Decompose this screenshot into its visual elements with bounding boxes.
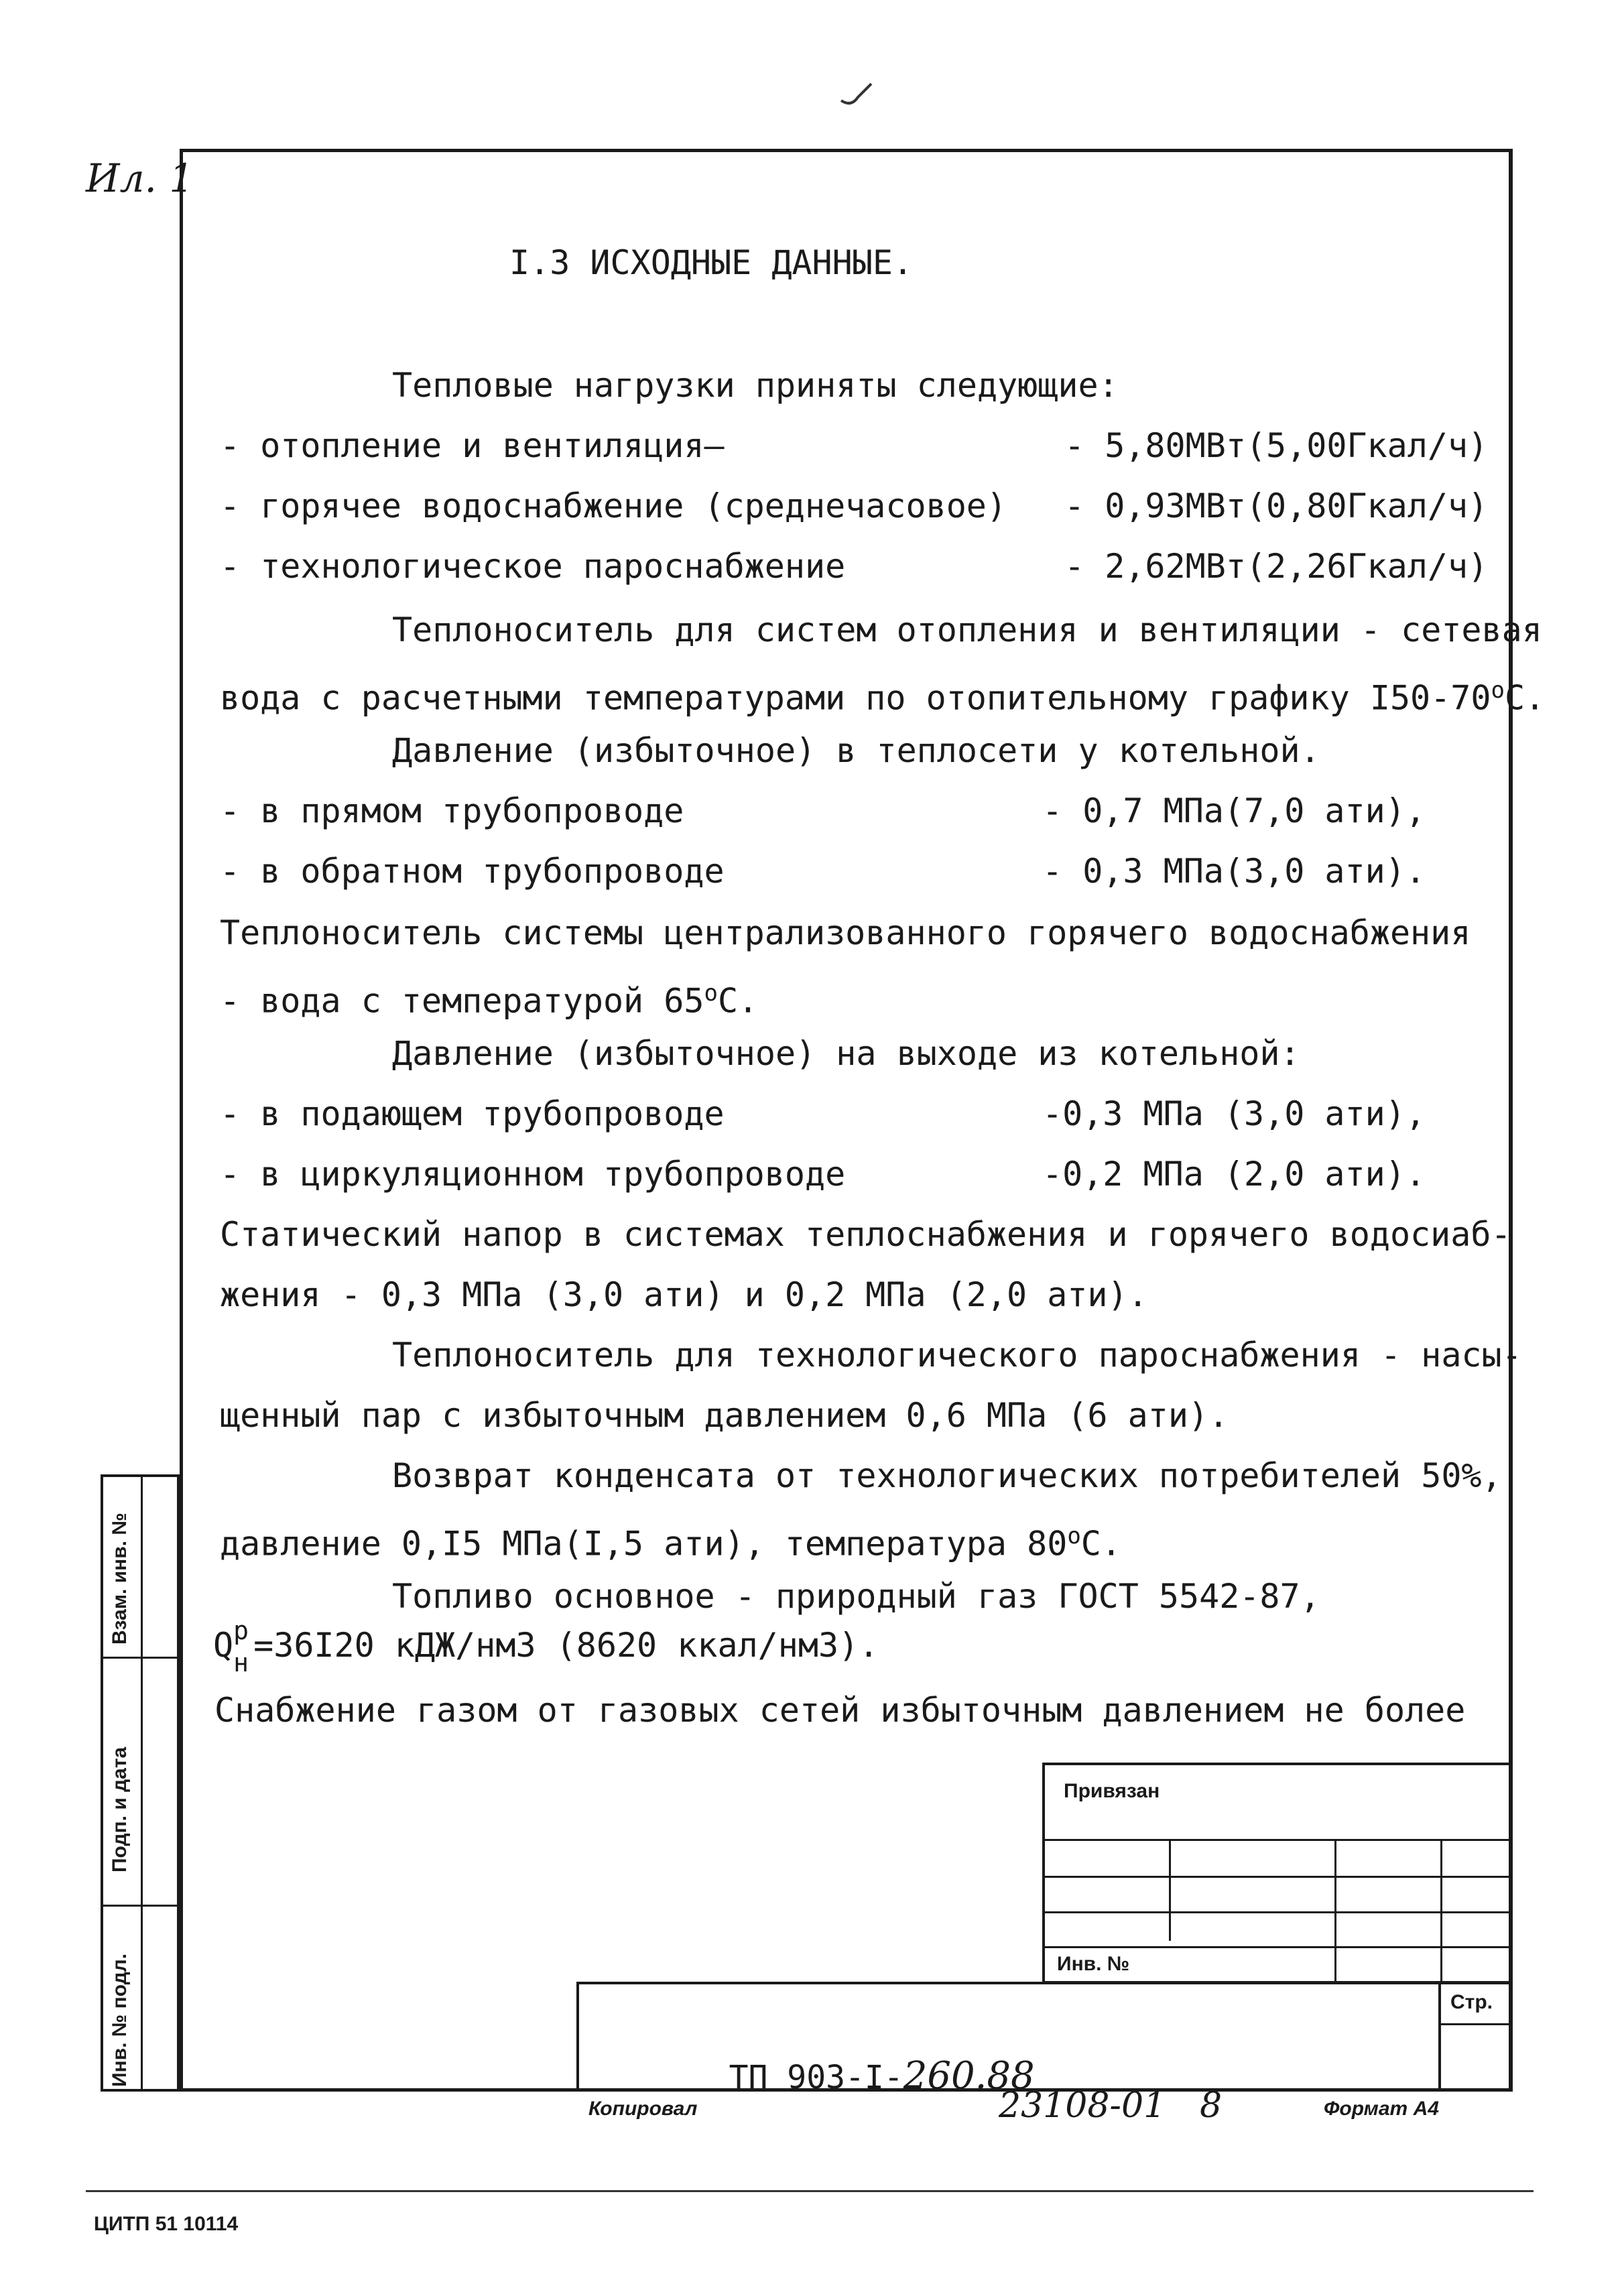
handwritten-sheet-number: 23108-01 [999,2086,1166,2126]
page-label: Стр. [1450,1991,1493,2013]
degree-sign: о [1067,1523,1081,1549]
load-label-steam: - технологическое пароснабжение [220,547,846,586]
load-value-hot-water: - 0,93МВт(0,80Гкал/ч) [1064,487,1489,525]
document-code-printed: ТП 903-I- [729,2059,903,2096]
pressure-value-supply: - 0,7 МПа(7,0 ати), [1042,791,1426,830]
load-value-heating: - 5,80МВт(5,00Гкал/ч) [1064,426,1489,465]
inventory-number-label: Инв. № [1057,1953,1130,1975]
condensate-line-2 [220,1516,1121,1564]
gas-supply-line: Снабжение газом от газовых сетей избыточным давлением не более [214,1691,1466,1730]
top-tick-mark [838,80,878,107]
binding-stamp-block [1042,1763,1513,1984]
fuel-line-2 [213,1616,879,1677]
heat-carrier-line-2-text: вода с расчетными температурами по отопительному графику I50-70 [220,678,1491,718]
document-code [651,2017,1035,2135]
hws-line-2 [220,973,758,1021]
load-label-heating: - отопление и вентиляция— [220,426,725,465]
outlet-value-circulation: -0,2 МПа (2,0 ати). [1042,1155,1426,1194]
document-code-handwritten: 260.88 [903,2054,1035,2098]
static-head-line-1: Статический напор в системах теплоснабжения и горячего водосиаб- [220,1215,1511,1254]
title-block [576,1982,1513,2098]
side-info-column [101,1474,180,2092]
heat-carrier-line-1: Теплоноситель для систем отопления и вентиляции - сетевая [392,611,1542,649]
load-value-steam: - 2,62МВт(2,26Гкал/ч) [1064,547,1489,586]
outlet-label-supply: - в подающем трубопроводе [220,1094,725,1133]
load-label-hot-water: - горячее водоснабжение (среднечасовое) [220,487,1007,525]
heat-value-symbol: Q [213,1626,234,1665]
copied-by-label: Копировал [588,2098,698,2120]
degree-sign: о [704,980,718,1007]
outlet-label-circulation: - в циркуляционном трубопроводе [220,1155,846,1194]
condensate-line-1: Возврат конденсата от технологических потребителей 50%, [392,1456,1502,1495]
fuel-line-1: Топливо основное - природный газ ГОСТ 5542-87, [392,1577,1320,1616]
handwritten-page-number: 8 [1200,2086,1223,2126]
heat-carrier-line-2 [220,670,1545,718]
outlet-pressure-heading: Давление (избыточное) на выходе из котельной: [392,1034,1300,1073]
section-heading: I.3 ИСХОДНЫЕ ДАННЫЕ. [509,243,914,282]
heat-carrier-line-2-end: С. [1504,678,1546,718]
steam-line-2: щенный пар с избыточным давлением 0,6 МПа (6 ати). [220,1396,1229,1435]
loads-intro: Тепловые нагрузки приняты следующие: [392,366,1119,405]
steam-line-1: Теплоноситель для технологического пароснабжения - насы- [392,1336,1522,1375]
print-code: ЦИТП 51 10114 [94,2213,239,2235]
condensate-line-2-end: С. [1080,1524,1122,1564]
heat-value-text: =36I20 кДЖ/нм3 (8620 ккал/нм3). [253,1626,879,1665]
network-pressure-heading: Давление (избыточное) в теплосети у котельной. [392,731,1320,770]
hws-line-2-text: - вода с температурой 65 [220,981,704,1021]
pressure-label-return: - в обратном трубопроводе [220,852,725,891]
corner-handwritten-mark: Ил. 1 [86,155,194,201]
condensate-line-2-text: давление 0,I5 МПа(I,5 ати), температура 80 [220,1524,1068,1564]
format-label: Формат А4 [1324,2098,1439,2120]
hws-line-1: Теплоноситель системы централизованного горячего водоснабжения [220,913,1471,952]
binding-label: Привязан [1064,1780,1160,1802]
heat-value-sup: р [233,1616,249,1645]
side-label-signature-date: Подп. и дата [109,1746,131,1872]
footer-rule [86,2190,1534,2192]
static-head-line-2: жения - 0,3 МПа (3,0 ати) и 0,2 МПа (2,0 ати). [220,1275,1148,1314]
heat-value-subsup [233,1616,253,1677]
side-label-replaced-inv: Взам. инв. № [109,1513,131,1645]
side-label-inv-original: Инв. № подл. [109,1953,131,2087]
heat-value-sub: н [233,1648,249,1677]
outlet-value-supply: -0,3 МПа (3,0 ати), [1042,1094,1426,1133]
degree-sign: о [1491,677,1505,704]
hws-line-2-end: С. [717,981,759,1021]
pressure-value-return: - 0,3 МПа(3,0 ати). [1042,852,1426,891]
pressure-label-supply: - в прямом трубопроводе [220,791,684,830]
